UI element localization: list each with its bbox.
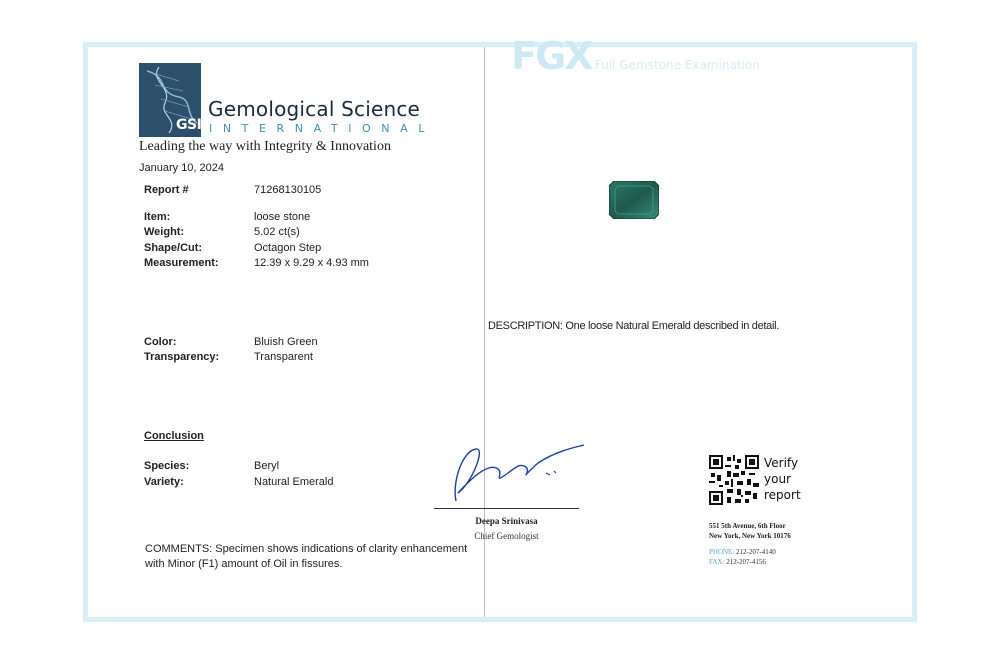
emerald-image <box>609 181 659 219</box>
color-value: Bluish Green <box>254 336 318 348</box>
address-line-1: 551 5th Avenue, 6th Floor <box>709 522 786 530</box>
address-line-2: New York, New York 10176 <box>709 532 791 540</box>
address <box>709 521 791 541</box>
fax-value: 212-207-4156 <box>726 558 766 566</box>
measurement-value: 12.39 x 9.29 x 4.93 mm <box>254 257 369 269</box>
species-label: Species: <box>144 460 190 472</box>
qr-code[interactable] <box>709 455 759 505</box>
signature-line <box>434 508 579 509</box>
shape-value: Octagon Step <box>254 242 322 254</box>
shape-label: Shape/Cut: <box>144 242 203 254</box>
tagline: Leading the way with Integrity & Innovation <box>139 139 391 154</box>
gsi-mark: GSI <box>176 117 201 133</box>
verify-line: your <box>764 472 791 486</box>
verify-line: Verify <box>764 456 799 470</box>
measurement-label: Measurement: <box>144 257 219 269</box>
variety-label: Variety: <box>144 476 184 488</box>
phone-row <box>709 547 776 567</box>
report-number: 71268130105 <box>254 184 322 196</box>
species-value: Beryl <box>254 460 280 472</box>
report-date: January 10, 2024 <box>139 162 225 174</box>
conclusion-heading: Conclusion <box>144 430 204 442</box>
variety-value: Natural Emerald <box>254 476 334 488</box>
verify-line: report <box>764 488 801 502</box>
weight-value: 5.02 ct(s) <box>254 226 300 238</box>
transparency-label: Transparency: <box>144 351 220 363</box>
gsi-logo <box>139 63 201 137</box>
report-label: Report # <box>144 184 189 196</box>
item-value: loose stone <box>254 211 311 223</box>
brand-name: Gemological Science <box>208 97 421 121</box>
weight-label: Weight: <box>144 226 185 238</box>
verify-report-link[interactable] <box>764 455 801 503</box>
fax-label: FAX: <box>709 558 725 566</box>
brand-subtitle: INTERNATIONAL <box>209 122 435 135</box>
item-label: Item: <box>144 211 171 223</box>
signature-name: Deepa Srinivasa <box>475 516 538 526</box>
color-label: Color: <box>144 336 177 348</box>
phone-label: PHONE: <box>709 548 735 556</box>
fgx-full-name: Full Gemstone Examination <box>595 58 760 72</box>
comments: COMMENTS: Specimen shows indications of clarity enhancement with Minor (F1) amount of Oil in fissures. <box>145 543 468 570</box>
description: DESCRIPTION: One loose Natural Emerald described in detail. <box>488 320 780 332</box>
fgx-logo: FGX <box>511 34 592 78</box>
transparency-value: Transparent <box>254 351 313 363</box>
signature-title: Chief Gemologist <box>474 531 539 541</box>
signature <box>446 443 586 505</box>
phone-value: 212-207-4140 <box>736 548 776 556</box>
